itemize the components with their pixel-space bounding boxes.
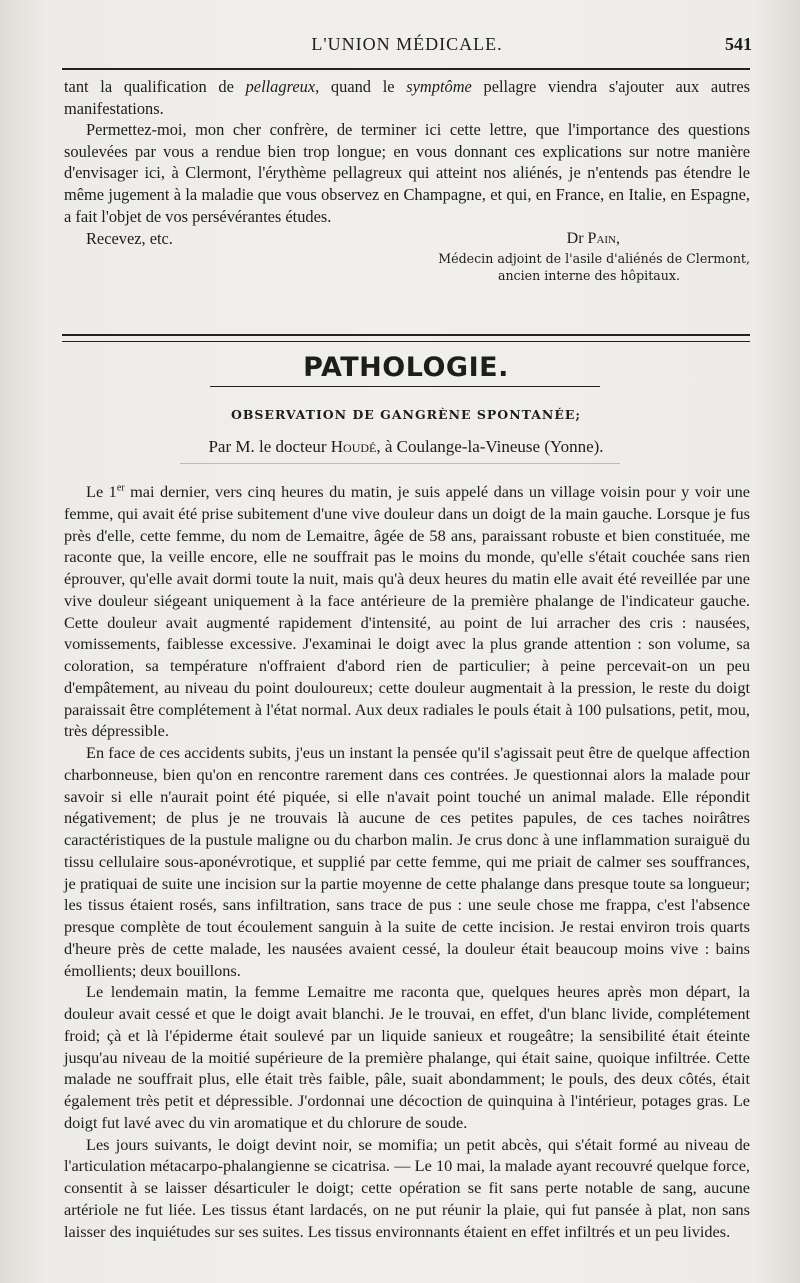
article-author — [62, 437, 750, 457]
article-title: OBSERVATION DE GANGRÈNE SPONTANÉE; — [230, 407, 582, 422]
text-run: mai dernier, vers cinq heures du matin, je suis appelé dans un village voisin pour y voir une femme, qui avait été prise subitement d'une vive douleur dans un doigt de la main gauche. Lorsque je fus près d'elle, cette femme, du nom de Lemaitre, âgée de 58 ans, paraissant robuste et bien constituée, me raconte que, la veille encore, elle ne souffrait pas le moins du monde, qu'elle s'était couchée sans rien éprouver, qu'elle avait dormi toute la nuit, mais qu'à deux heures du matin elle avait été reveillée par une vive douleur siégeant uniquement à la face antérieure de la première phalange de l'indicateur gauche. Cette douleur avait augmenté rapidement d'intensité, au point de lui arracher des cris : nausées, vomissements, faiblesse excessive. J'examinai le doigt avec la plus grande attention : son volume, sa coloration, sa température n'offraient d'abord rien de particulier; à peine percevait-on un peu d'empâtement, au niveau du point douloureux; cette douleur augmentait à la pression, le reste du doigt paraissait être complétement à l'état normal. Aux deux radiales le pouls était à 100 pulsations, petit, mou, très dépressible. — [64, 482, 750, 741]
italic-term: pellagreux, — [245, 77, 320, 96]
paragraph: Le lendemain matin, la femme Lemaitre me raconta que, quelques heures après mon départ, la douleur avait cessé et que le doigt avait blanchi. Je le trouvai, en effet, d'un blanc livide, complétement froid; çà et là l'épiderme était soulevé par un liquide sanieux et rougeâtre; la sensibilité était éteinte jusqu'au niveau de la moitié supérieure de la première phalange, qui était saine, quoique infiltrée. Cette malade ne souffrait plus, elle était très faible, pâle, suait abondamment; le pouls, des deux côtés, était également très petit et dépressible. J'ordonnai une décoction de quinquina à l'intérieur, potages gras. Le doigt fut lavé avec du vin aromatique et du chlorure de soude. — [64, 982, 750, 1132]
affiliation-line: Médecin adjoint de l'asile d'aliénés de Clermont, — [438, 251, 750, 267]
superscript: er — [116, 482, 125, 494]
italic-term: symptôme — [406, 77, 472, 96]
affiliation-line: ancien interne des hôpitaux. — [497, 268, 680, 284]
double-rule — [62, 334, 750, 342]
signature-name: Pain, — [587, 230, 620, 248]
text-run: pellagre viendra s'ajouter aux autres manifestations. — [64, 77, 750, 118]
text-run: Le 1 — [86, 482, 117, 501]
signature-prefix: Dr — [566, 230, 588, 248]
affiliation — [64, 250, 750, 284]
text-run: quand le — [319, 77, 407, 96]
header-rule — [62, 68, 750, 70]
section-title: PATHOLOGIE. — [303, 352, 509, 383]
paragraph: Les jours suivants, le doigt devint noir, se momifia; un petit abcès, qui s'était formé au niveau de l'articulation métacarpo-phalangienne se cicatrisa. — Le 10 mai, la malade ayant recouvré quelque force, consentit à se laisser désarticuler le doigt; cette opération se fit sans perte notable de sang, aucune artériole ne fut liée. Les tissus étant lardacés, on ne put réunir la plaie, qui fut pansée à plat, non sans laisser des inquiétudes sur ses suites. Les tissus environnants étaient en effet infiltrés et un peu livides. — [64, 1134, 750, 1241]
paragraph — [64, 76, 750, 119]
letter-conclusion — [64, 76, 750, 284]
section-rule — [210, 386, 600, 387]
signature-row — [64, 228, 750, 248]
section-heading-block — [62, 334, 750, 394]
text-run: tant la qualification de — [64, 77, 246, 96]
author-suffix: , à Coulange-la-Vineuse (Yonne). — [376, 437, 604, 456]
article-body — [64, 481, 750, 1242]
paragraph — [64, 481, 750, 742]
author-prefix: Par M. le docteur — [208, 437, 331, 456]
thin-rule — [180, 463, 620, 464]
author-name: Houdé — [330, 437, 377, 456]
paragraph: En face de ces accidents subits, j'eus un instant la pensée qu'il s'agissait peut être de quelque affection charbonneuse, bien qu'on en rencontre rarement dans ces contrées. Je questionnai alors la malade pour savoir si elle n'aurait point été piquée, si elle n'avait point touché un animal malade. Elle répondit négativement; de plus je ne trouvais là aucune de ces petites papules, de ces taches noirâtres caractéristiques de la pustule maligne ou du charbon malin. Je crus donc à une inflammation suraiguë du tissu cellulaire sous-aponévrotique, et supplié par cette femme, qui me priait de calmer ses souffrances, je pratiquai de suite une incision sur la partie moyenne de cette phalange dans presque toute sa longueur; les tissus étaient rosés, sans infiltration, sans trace de pus : une seule chose me frappa, c'est l'absence presque complète de tout écoulement sanguin à la suite de cette incision. Je restai environ trois quarts d'heure près de cette malade, les nausées avaient cessé, la douleur était beaucoup moins vive : bains émollients; deux bouillons. — [64, 743, 750, 980]
paragraph: Permettez-moi, mon cher confrère, de terminer ici cette lettre, que l'importance des questions soulevées par vous a rendue bien trop longue; en vous donnant ces explications sur notre manière d'envisager ici, à Clermont, l'érythème pellagreux qui atteint nos aliénés, je n'entends pas étendre le même jugement à la maladie que vous observez en Champagne, et qui, en France, en Italie, en Espagne, a fait l'objet de vos persévérantes études. — [64, 120, 750, 226]
page-number: 541 — [725, 34, 752, 54]
signature — [567, 228, 620, 250]
running-header — [62, 34, 752, 60]
running-title: L'UNION MÉDICALE. — [311, 34, 503, 54]
closing: Recevez, etc. — [86, 229, 173, 249]
